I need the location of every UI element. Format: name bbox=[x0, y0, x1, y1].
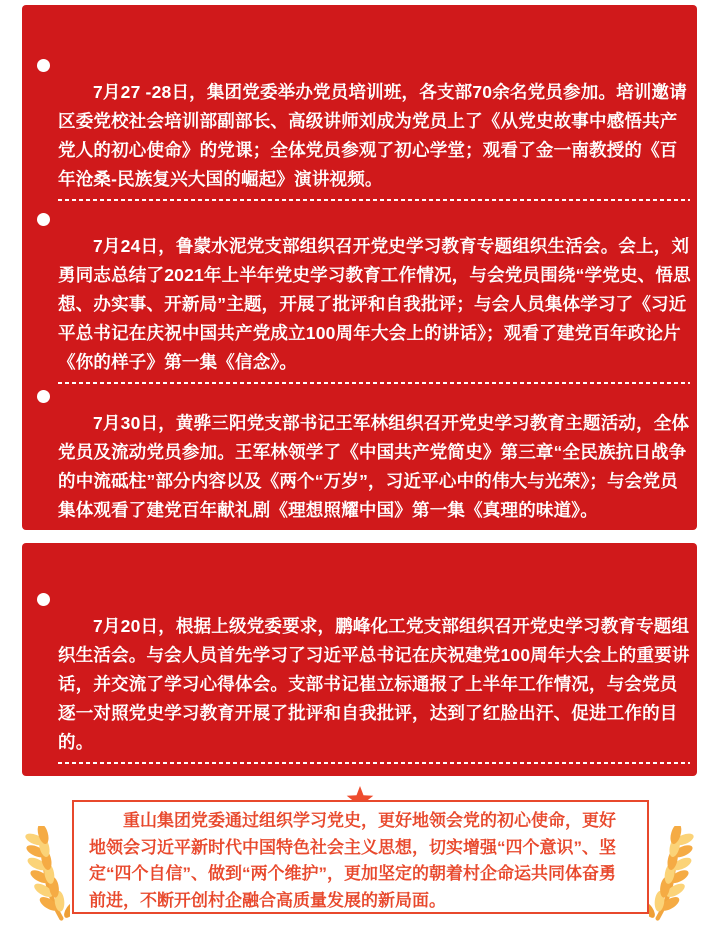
entry-paragraph-2: 7月24日，鲁蒙水泥党支部组织召开党史学习教育专题组织生活会。会上，刘勇同志总结了2021年上半年党史学习教育工作情况，与会党员围绕“学党史、悟思想、办实事、开新局”主题，开展了批评和自我批评；与会人员集体学习了《习近平总书记在庆祝中国共产党成立100周年大会上的讲话》；观看了建党百年政论片《你的样子》第一集《信念》。 bbox=[58, 236, 691, 372]
wheat-left-icon bbox=[18, 826, 70, 926]
summary-paragraph: 重山集团党委通过组织学习党史，更好地领会党的初心使命，更好地领会习近平新时代中国特色社会主义思想，切实增强“四个意识”、坚定“四个自信”、做到“两个维护”，更加坚定的朝着村企命运共同体奋勇前进，不断开创村企融合高质量发展的新局面。 bbox=[89, 811, 616, 910]
entry-paragraph-1: 7月27 -28日，集团党委举办党员培训班，各支部70余名党员参加。培训邀请区委党校社会培训部副部长、高级讲师刘成为党员上了《从党史故事中感悟共产党人的初心使命》的党课；全体党员参观了初心学堂；观看了金一南教授的《百年沧桑-民族复兴大国的崛起》演讲视频。 bbox=[58, 82, 687, 189]
news-panel-bottom bbox=[22, 543, 697, 776]
wheat-right-icon bbox=[649, 826, 701, 926]
summary-box bbox=[72, 800, 649, 914]
entry-paragraph-3: 7月30日，黄骅三阳党支部书记王军林组织召开党史学习教育主题活动，全体党员及流动党员参加。王军林领学了《中国共产党简史》第三章“全民族抗日战争的中流砥柱”部分内容以及《两个“万岁”，习近平心中的伟大与光荣》；与会党员集体观看了建党百年献礼剧《理想照耀中国》第一集《真理的味道》。 bbox=[58, 413, 690, 520]
bullet-dot-icon bbox=[37, 390, 50, 403]
dashed-divider-icon bbox=[58, 762, 690, 764]
news-entry-4 bbox=[37, 593, 688, 764]
dashed-divider-icon bbox=[58, 199, 690, 201]
bullet-dot-icon bbox=[37, 593, 50, 606]
dashed-divider-icon bbox=[58, 530, 690, 532]
entry-paragraph-4: 7月20日，根据上级党委要求，鹏峰化工党支部组织召开党史学习教育专题组织生活会。与会人员首先学习了习近平总书记在庆祝建党100周年大会上的重要讲话，并交流了学习心得体会。支部书记崔立标通报了上半年工作情况，与会党员逐一对照党史学习教育开展了批评和自我批评，达到了红脸出汗、促进工作的目的。 bbox=[58, 616, 690, 752]
news-panel-top bbox=[22, 5, 697, 530]
news-entry-3 bbox=[37, 390, 688, 532]
bullet-dot-icon bbox=[37, 213, 50, 226]
dashed-divider-icon bbox=[58, 382, 690, 384]
news-entry-2 bbox=[37, 213, 691, 384]
news-entry-1 bbox=[37, 59, 688, 201]
bullet-dot-icon bbox=[37, 59, 50, 72]
